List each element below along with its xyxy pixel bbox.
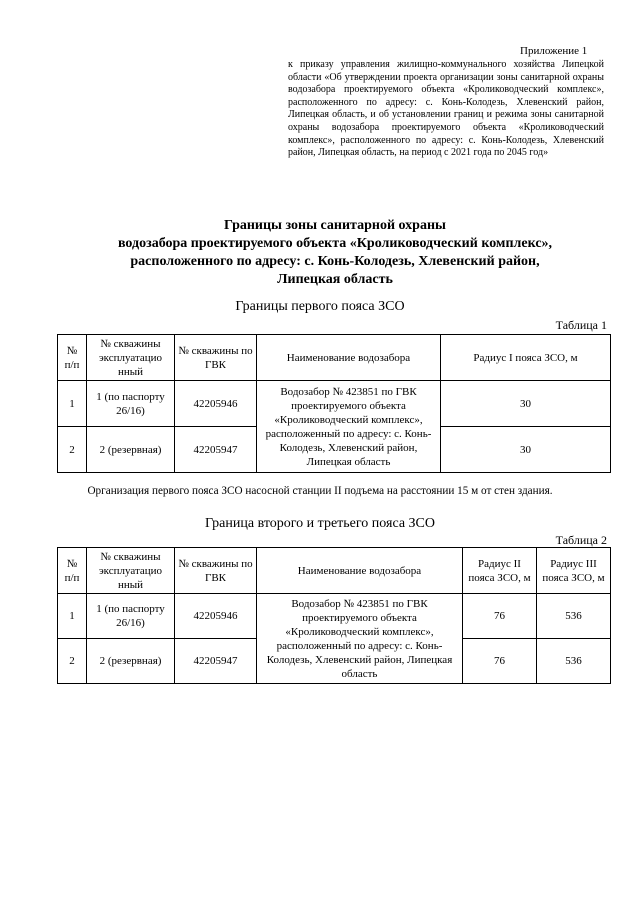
table1-header-cell: № скважины по ГВК (175, 335, 257, 381)
radius-cell: 30 (441, 427, 611, 473)
title-line: расположенного по адресу: с. Конь-Колодезь, Хлевенский район, (130, 254, 540, 269)
gvk-number-cell: 42205947 (175, 427, 257, 473)
row-number-cell: 1 (58, 381, 87, 427)
radius3-cell: 536 (537, 594, 611, 639)
gvk-number-cell: 42205946 (175, 381, 257, 427)
radius-cell: 30 (441, 381, 611, 427)
well-number-cell: 2 (резервная) (87, 639, 175, 684)
table1-header-cell: Наименование водозабора (257, 335, 441, 381)
intake-name-cell: Водозабор № 423851 по ГВК проектируемого объекта «Кролиководческий комплекс», расположенный по адресу: с. Конь-Колодезь, Хлевенский район, Липецкая область (257, 381, 441, 473)
table2 (57, 547, 611, 684)
well-number-cell: 1 (по паспорту 26/16) (87, 381, 175, 427)
table1-header-cell: № п/п (58, 335, 87, 381)
table-row (58, 381, 611, 427)
row-number-cell: 2 (58, 427, 87, 473)
row-number-cell: 2 (58, 639, 87, 684)
gvk-number-cell: 42205946 (175, 594, 257, 639)
well-number-cell: 2 (резервная) (87, 427, 175, 473)
intake-name-cell: Водозабор № 423851 по ГВК проектируемого объекта «Кролиководческий комплекс», расположенный по адресу: с. Конь-Колодезь, Хлевенский район, Липецкая область (257, 594, 463, 684)
table1-caption: Границы первого пояса ЗСО (235, 299, 405, 314)
radius2-cell: 76 (463, 594, 537, 639)
appendix-label: Приложение 1 (520, 45, 588, 57)
table2-header-cell: № скважины эксплуатацио нный (87, 548, 175, 594)
note-text: Организация первого пояса ЗСО насосной станции II подъема на расстоянии 15 м от стен здания. (87, 485, 553, 497)
title-line: Границы зоны санитарной охраны (224, 218, 446, 233)
row-number-cell: 1 (58, 594, 87, 639)
table2-header-row (58, 548, 611, 594)
table1-header-cell: № скважины эксплуатацио нный (87, 335, 175, 381)
table1 (57, 334, 611, 473)
appendix-reference-text: к приказу управления жилищно-коммунального хозяйства Липецкой области «Об утверждении проекта организации зоны санитарной охраны водозабора проектируемого объекта «Кролиководческий комплекс», расположенного по адресу: с. Конь-Колодезь, Хлевенский район, Липецкая область, и об установлении границ и режима зоны санитарной охраны водозабора проектируемого объекта «Кролиководческий комплекс», расположенного по адресу: с. Конь-Колодезь, Хлевенский район, Липецкая область, на период с 2021 года по 2045 год» (288, 59, 604, 159)
title-line: Липецкая область (277, 272, 393, 287)
document-title (100, 217, 570, 289)
table2-number: Таблица 2 (555, 533, 607, 547)
table-row (58, 594, 611, 639)
title-line: водозабора проектируемого объекта «Кролиководческий комплекс», (117, 236, 553, 251)
table2-header-cell: Радиус II пояса ЗСО, м (463, 548, 537, 594)
table1-header-cell: Радиус I пояса ЗСО, м (441, 335, 611, 381)
table2-header-cell: Радиус III пояса ЗСО, м (537, 548, 611, 594)
table2-header-cell: № п/п (58, 548, 87, 594)
table2-header-cell: № скважины по ГВК (175, 548, 257, 594)
table1-header-row (58, 335, 611, 381)
well-number-cell: 1 (по паспорту 26/16) (87, 594, 175, 639)
table2-header-cell: Наименование водозабора (257, 548, 463, 594)
table1-number: Таблица 1 (555, 318, 607, 332)
radius2-cell: 76 (463, 639, 537, 684)
radius3-cell: 536 (537, 639, 611, 684)
table2-caption: Граница второго и третьего пояса ЗСО (204, 516, 436, 531)
gvk-number-cell: 42205947 (175, 639, 257, 684)
